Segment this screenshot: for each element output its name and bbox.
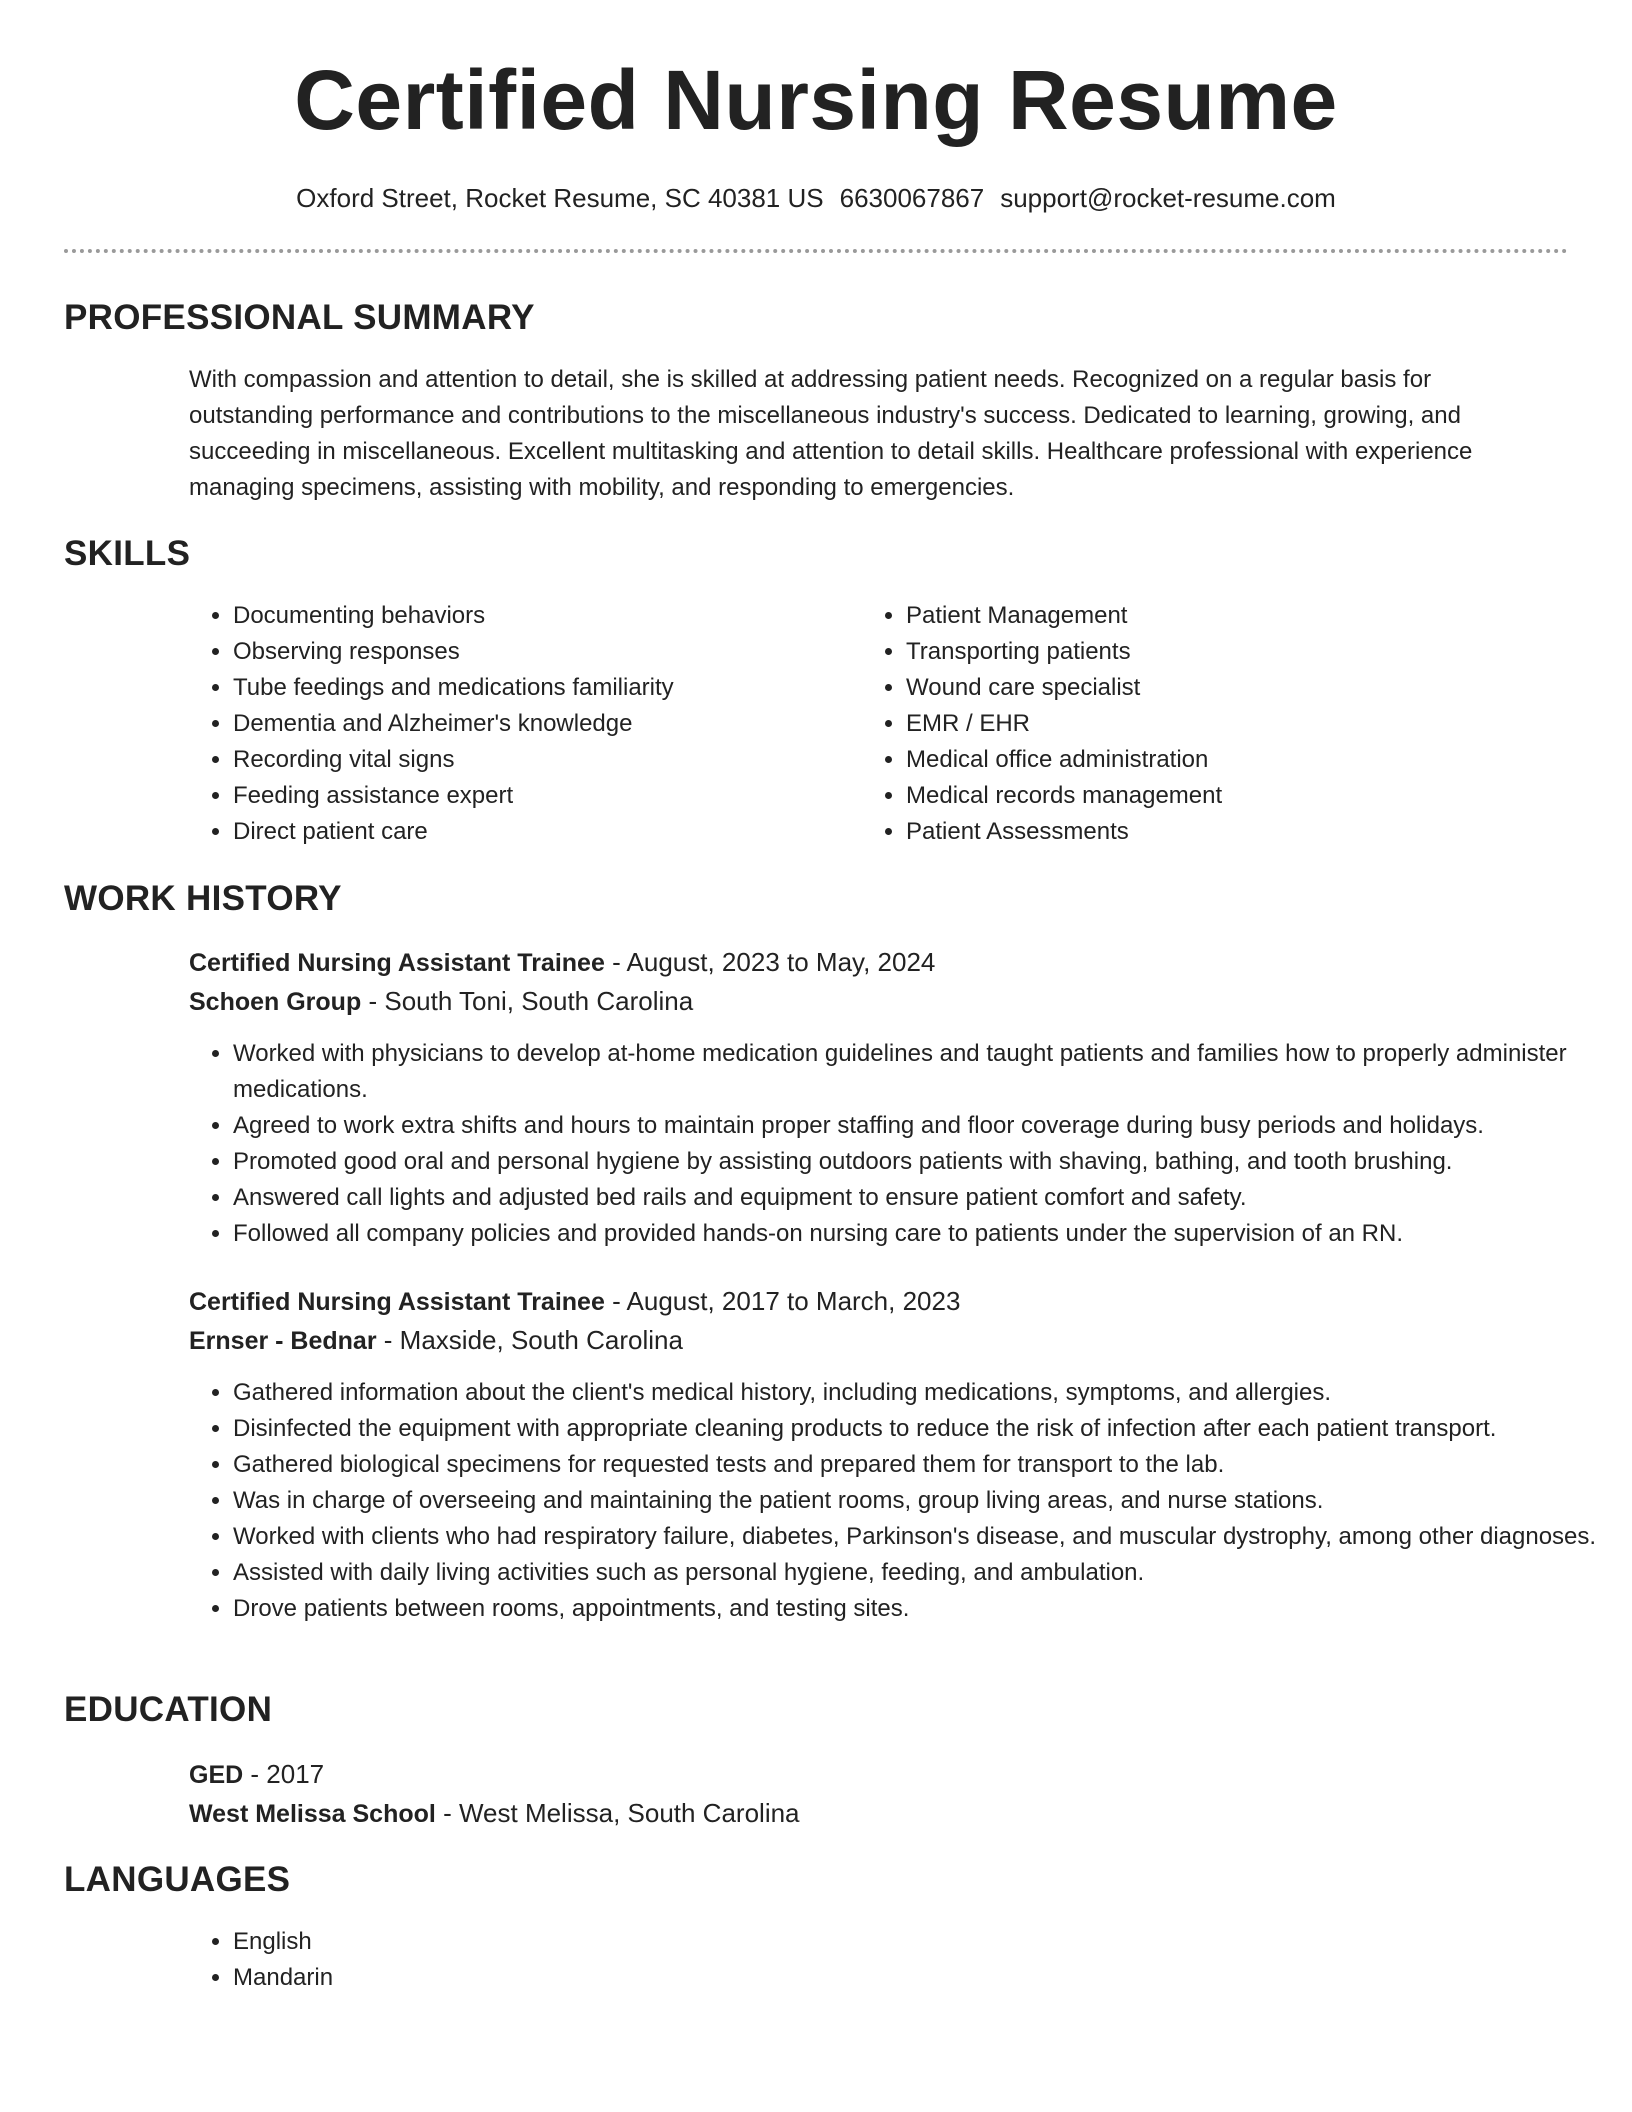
contact-line	[0, 180, 1632, 216]
job-title-line	[189, 1283, 960, 1320]
skill-item: • Medical records management	[906, 778, 1566, 814]
languages-list	[189, 1924, 833, 1996]
job-bullet: • Worked with clients who had respiratory failure, diabetes, Parkinson's disease, and muscular dystrophy, among other diagnoses.	[233, 1519, 1613, 1555]
job-dates: - August, 2023 to May, 2024	[612, 947, 936, 977]
skill-item: • Direct patient care	[233, 814, 853, 850]
skills-heading: SKILLS	[64, 534, 191, 573]
job-company-line	[189, 1322, 683, 1359]
language-item: • English	[233, 1924, 833, 1960]
job-bullet: • Disinfected the equipment with appropriate cleaning products to reduce the risk of infection after each patient transport.	[233, 1411, 1613, 1447]
resume-name: Certified Nursing Resume	[294, 53, 1338, 147]
job-bullets	[189, 1036, 1613, 1252]
skill-item: • Medical office administration	[906, 742, 1566, 778]
contact-phone: 6630067867	[839, 183, 985, 213]
job-company: Schoen Group	[189, 988, 362, 1016]
education-year: - 2017	[250, 1759, 325, 1789]
job-title-line	[189, 944, 935, 981]
skill-item: • Patient Assessments	[906, 814, 1566, 850]
job-location: - Maxside, South Carolina	[383, 1325, 683, 1355]
job-bullet: • Worked with physicians to develop at-home medication guidelines and taught patients and families how to properly administer medications.	[233, 1036, 1613, 1108]
education-degree-line	[189, 1756, 324, 1793]
contact-address: Oxford Street, Rocket Resume, SC 40381 US	[296, 183, 824, 213]
contact-email: support@rocket-resume.com	[1000, 183, 1336, 213]
skill-item: • Recording vital signs	[233, 742, 853, 778]
skill-item: • Tube feedings and medications familiarity	[233, 670, 853, 706]
job-location: - South Toni, South Carolina	[368, 986, 694, 1016]
job-bullet: • Drove patients between rooms, appointments, and testing sites.	[233, 1591, 1613, 1627]
skill-item: • Documenting behaviors	[233, 598, 853, 634]
skills-list-left	[189, 598, 853, 850]
education-degree: GED	[189, 1761, 244, 1789]
languages-heading: LANGUAGES	[64, 1860, 291, 1899]
skill-item: • Dementia and Alzheimer's knowledge	[233, 706, 853, 742]
education-school: West Melissa School	[189, 1800, 436, 1828]
skill-item: • Observing responses	[233, 634, 853, 670]
job-bullet: • Gathered information about the client's medical history, including medications, symptoms, and allergies.	[233, 1375, 1613, 1411]
job-bullets	[189, 1375, 1613, 1627]
language-item: • Mandarin	[233, 1960, 833, 1996]
job-company: Ernser - Bednar	[189, 1327, 377, 1355]
job-role: Certified Nursing Assistant Trainee	[189, 1288, 605, 1316]
skills-list-right	[862, 598, 1566, 850]
job-company-line	[189, 983, 693, 1020]
job-bullet: • Answered call lights and adjusted bed rails and equipment to ensure patient comfort and safety.	[233, 1180, 1613, 1216]
job-bullet: • Was in charge of overseeing and maintaining the patient rooms, group living areas, and nurse stations.	[233, 1483, 1613, 1519]
work-history-heading: WORK HISTORY	[64, 879, 342, 918]
job-bullet: • Followed all company policies and provided hands-on nursing care to patients under the supervision of an RN.	[233, 1216, 1613, 1252]
job-role: Certified Nursing Assistant Trainee	[189, 949, 605, 977]
skill-item: • Feeding assistance expert	[233, 778, 853, 814]
education-heading: EDUCATION	[64, 1690, 273, 1729]
summary-text: With compassion and attention to detail, she is skilled at addressing patient needs. Recognized on a regular basis for outstanding performance and contributions to the miscellaneous industry's success. Dedicated to learning, growing, and succeeding in miscellaneous. Excellent multitasking and attention to detail skills. Healthcare professional with experience managing specimens, assisting with mobility, and responding to emergencies.	[189, 366, 1473, 501]
education-school-line	[189, 1795, 800, 1832]
job-bullet: • Assisted with daily living activities such as personal hygiene, feeding, and ambulation.	[233, 1555, 1613, 1591]
job-bullet: • Agreed to work extra shifts and hours to maintain proper staffing and floor coverage during busy periods and holidays.	[233, 1108, 1613, 1144]
skill-item: • Wound care specialist	[906, 670, 1566, 706]
job-dates: - August, 2017 to March, 2023	[612, 1286, 961, 1316]
skill-item: • Patient Management	[906, 598, 1566, 634]
summary-heading: PROFESSIONAL SUMMARY	[64, 298, 535, 337]
skill-item: • Transporting patients	[906, 634, 1566, 670]
header-divider	[64, 249, 1568, 253]
skill-item: • EMR / EHR	[906, 706, 1566, 742]
job-bullet: • Gathered biological specimens for requested tests and prepared them for transport to the lab.	[233, 1447, 1613, 1483]
education-location: - West Melissa, South Carolina	[443, 1798, 800, 1828]
job-bullet: • Promoted good oral and personal hygiene by assisting outdoors patients with shaving, bathing, and tooth brushing.	[233, 1144, 1613, 1180]
